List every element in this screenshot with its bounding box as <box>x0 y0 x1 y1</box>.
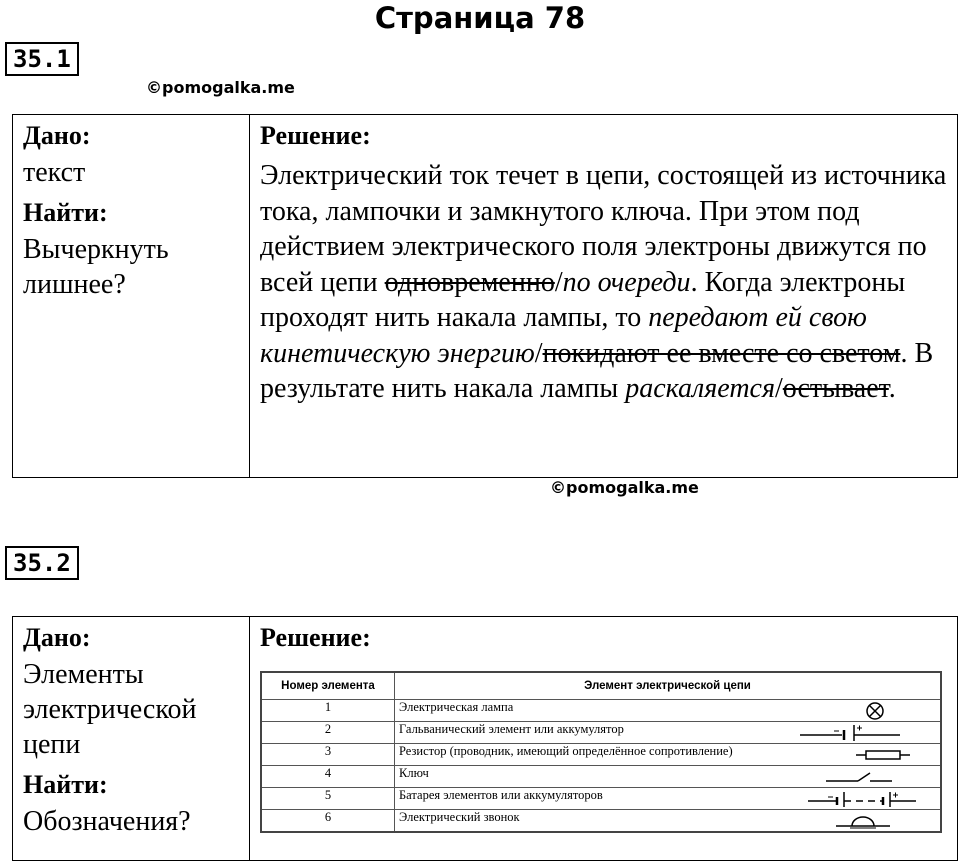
table-row <box>261 744 941 766</box>
task-table-2 <box>12 616 958 861</box>
cell-symbol-icon <box>790 724 910 742</box>
task-table-1 <box>12 114 958 478</box>
given-label: Дано: <box>23 623 91 652</box>
struck-word: покидают ее вместе со светом <box>542 337 901 369</box>
solution-label: Решение: <box>260 121 371 150</box>
column-header: Элемент электрической цепи <box>395 672 942 700</box>
task-number: 35.2 <box>5 546 79 580</box>
table-header-row <box>261 672 941 700</box>
element-number: 2 <box>261 722 395 744</box>
find-value: Обозначения? <box>23 806 191 837</box>
element-cell <box>395 810 942 833</box>
element-cell <box>395 700 942 722</box>
page-title: Страница 78 <box>374 1 586 35</box>
watermark: ©pomogalka.me <box>550 478 699 497</box>
given-column <box>13 617 250 861</box>
table-row <box>261 700 941 722</box>
element-name: Батарея элементов или аккумуляторов <box>399 788 603 802</box>
given-value: текст <box>23 157 86 188</box>
table-row <box>261 788 941 810</box>
solution-part: Электрический ток течет в цепи, состоящей из источника тока, лампочки и замкнутого ключа. При этом под действием электрического поля электроны движутся по всей цепи <box>260 160 947 298</box>
element-number: 6 <box>261 810 395 833</box>
element-cell <box>395 744 942 766</box>
given-label: Дано: <box>23 121 91 150</box>
element-name: Ключ <box>399 766 429 780</box>
find-value: Вычеркнуть лишнее? <box>23 234 169 300</box>
element-cell <box>395 788 942 810</box>
table-row <box>261 810 941 833</box>
element-cell <box>395 766 942 788</box>
struck-word: одновременно <box>384 266 555 298</box>
element-name: Электрическая лампа <box>399 700 514 714</box>
find-label: Найти: <box>23 770 108 799</box>
struck-word: остывает <box>782 373 889 404</box>
element-name: Электрический звонок <box>399 810 520 824</box>
switch-symbol-icon <box>790 768 910 786</box>
kept-word: раскаляется <box>625 373 775 404</box>
given-value: Элементы электрической цепи <box>23 659 197 760</box>
lamp-symbol-icon <box>790 702 910 720</box>
slash: / <box>774 373 783 404</box>
kept-word: по очереди <box>562 266 691 298</box>
element-name: Гальванический элемент или аккумулятор <box>399 722 624 736</box>
given-column <box>13 115 250 478</box>
solution-part: . В результате нить накала лампы <box>260 337 934 404</box>
solution-end: . <box>888 373 896 404</box>
element-number: 3 <box>261 744 395 766</box>
solution-column <box>250 115 958 478</box>
solution-column <box>250 617 958 861</box>
solution-text <box>260 158 947 407</box>
bell-symbol-icon <box>790 812 910 830</box>
table-row <box>261 722 941 744</box>
symbols-table <box>260 671 942 833</box>
element-number: 1 <box>261 700 395 722</box>
element-name: Резистор (проводник, имеющий определённое сопротивление) <box>399 744 733 758</box>
column-header: Номер элемента <box>261 672 395 700</box>
find-label: Найти: <box>23 198 108 227</box>
solution-part: . Когда электроны проходят нить накала лампы, то <box>260 266 906 333</box>
watermark: ©pomogalka.me <box>146 78 295 97</box>
element-number: 4 <box>261 766 395 788</box>
slash: / <box>534 337 543 369</box>
element-cell <box>395 722 942 744</box>
battery-symbol-icon <box>806 790 926 808</box>
table-row <box>261 766 941 788</box>
solution-label: Решение: <box>260 623 371 652</box>
resistor-symbol-icon <box>798 746 918 764</box>
task-number: 35.1 <box>5 42 79 76</box>
slash: / <box>554 266 563 298</box>
element-number: 5 <box>261 788 395 810</box>
kept-word: передают ей свою кинетическую энергию <box>260 302 867 369</box>
